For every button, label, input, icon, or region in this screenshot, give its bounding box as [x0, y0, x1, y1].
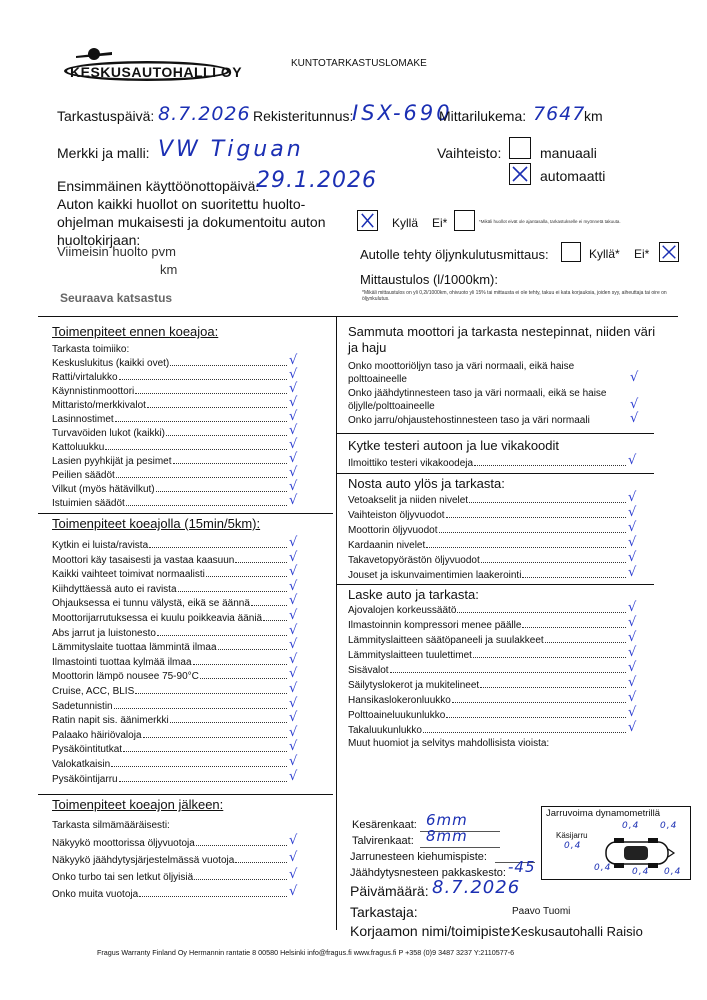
car-top-view-icon: [602, 837, 677, 869]
checklist-item: [348, 690, 638, 707]
checklist-item-label: Keskuslukitus (kaikki ovet): [52, 358, 170, 369]
checklist-item-label: Abs jarrut ja luistonesto: [52, 627, 156, 639]
checklist-item-label: Vilkut (myös hätävilkut): [52, 484, 155, 495]
checklist-item-label: Moottorijarrutuksessa ei kuulu poikkeavia ääniä: [52, 613, 263, 624]
dotted-leader: [446, 717, 626, 718]
checklist-item-label: Peilien säädöt: [52, 470, 115, 481]
dotted-leader: [218, 649, 287, 650]
checklist-item-label: Moottori käy tasaisesti ja vastaa kaasuun: [52, 554, 235, 566]
checkmark-icon: √: [289, 593, 298, 609]
column-divider: [336, 317, 337, 930]
checkmark-icon: √: [289, 423, 298, 438]
x-mark-icon: [660, 243, 678, 261]
checklist-item-label: Lasien pyyhkijät ja pesimet: [52, 456, 172, 467]
checkmark-icon: √: [628, 535, 637, 550]
oil-no-label: Ei*: [634, 247, 650, 261]
dotted-leader: [200, 678, 287, 679]
dotted-leader: [111, 766, 287, 767]
checkmark-icon: √: [628, 675, 637, 690]
checklist-item-label: Lasinnostimet: [52, 414, 114, 425]
checkmark-icon: √: [289, 564, 298, 580]
checkmark-icon: √: [630, 411, 639, 426]
service-note: *Mikäli huollot eivät ole ajantasalla, tarkastukselle ei myönnetä takuuta.: [479, 219, 621, 224]
checklist-item-label: Näkyykö jäähdytysjärjestelmässä vuotoja: [52, 855, 235, 866]
checklist-item: [348, 360, 639, 386]
dotted-leader: [206, 576, 287, 577]
left-column: [50, 320, 333, 940]
dotted-leader: [251, 605, 287, 606]
checkmark-icon: √: [628, 565, 637, 580]
checklist-item: [348, 720, 638, 737]
brake-value: 0,4: [564, 841, 582, 851]
brake-value: 0,4: [632, 867, 650, 877]
checklist-item-label: Pysäköintitutkat: [52, 744, 123, 756]
km-value: 7647: [533, 103, 586, 125]
reg-value: ISX-690: [352, 101, 453, 125]
service-yes-label: Kyllä: [392, 216, 419, 230]
oil-test-label: Autolle tehty öljynkulutusmittaus:: [360, 247, 549, 262]
checkmark-icon: √: [289, 768, 298, 784]
fluids-title: Sammuta moottori ja tarkasta nestepinnat, niiden väri ja haju: [348, 324, 656, 355]
dotted-leader: [156, 491, 287, 492]
shop-value: Keskusautohalli Raisio: [512, 924, 643, 939]
checklist-item-label: Pysäköintijarru: [52, 773, 118, 785]
last-service-km: km: [160, 262, 178, 277]
dotted-leader: [170, 365, 287, 366]
checklist-item-label: Onko jäähdytinnesteen taso ja väri normaali, eikä se haise öljylle/polttoaineelle: [348, 388, 607, 412]
checklist-item: [348, 630, 638, 647]
checklist-item-label: Cruise, ACC, BLIS: [52, 686, 135, 697]
dotted-leader: [115, 421, 287, 422]
dotted-leader: [135, 693, 287, 694]
inspector-label: Tarkastaja:: [350, 904, 418, 920]
inspector-value: Paavo Tuomi: [512, 906, 571, 917]
checklist-item-label: Onko turbo tai sen letkut öljyisiä: [52, 872, 194, 883]
other-notes-label: Muut huomiot ja selvitys mahdollisista vioista:: [348, 738, 550, 749]
checklist-item-label: Kytkin ei luista/ravista: [52, 540, 149, 551]
checkmark-icon: √: [628, 660, 637, 675]
dotted-leader: [545, 642, 626, 643]
section-divider: [336, 473, 654, 474]
checklist-item: [52, 833, 333, 850]
checklist-item-label: Polttoaineluukunlukko: [348, 710, 446, 721]
checklist-item: [52, 867, 333, 884]
dotted-leader: [157, 635, 287, 636]
checkmark-icon: √: [628, 645, 637, 660]
checkmark-icon: √: [289, 578, 298, 594]
shop-label: Korjaamon nimi/toimipiste:: [350, 923, 515, 939]
service-question: Auton kaikki huollot on suoritettu huolto-ohjelman mukaisesti ja dokumentoitu auton huoltokirjaan:: [57, 196, 326, 248]
oil-result-note: *Mikäli mittaustulos on yli 0,2l/1000km, ohivuoto yli 15% tai mittausta ei ole tehty, takuu ei kata korjauksia, joiden syy, aiheuttaja tai oire on öljynkulutus.: [362, 290, 667, 302]
checkmark-icon: √: [289, 353, 298, 368]
service-yes-checkbox[interactable]: [357, 210, 378, 231]
checkmark-icon: √: [289, 739, 298, 755]
checkmark-icon: √: [628, 705, 637, 720]
km-unit: km: [584, 108, 603, 124]
winter-tire-label: Talvirenkaat:: [352, 835, 414, 847]
brake-value: 0,4: [622, 821, 640, 831]
checkmark-icon: √: [289, 395, 298, 410]
dotted-leader: [423, 732, 626, 733]
dotted-leader: [178, 591, 287, 592]
checklist-item: [348, 490, 638, 507]
brake-value: 0,4: [660, 821, 678, 831]
checkmark-icon: √: [289, 409, 298, 424]
first-use-label: Ensimmäinen käyttöönottopäivä:: [57, 178, 260, 194]
checklist-item-label: Ratti/virtalukko: [52, 372, 118, 383]
checklist-item-label: Ilmastointi tuottaa kylmää ilmaa: [52, 656, 192, 668]
logo-text: KESKUSAUTOHALLI OY: [70, 64, 243, 80]
handbrake-label: Käsijarru: [556, 831, 588, 840]
checklist-item-label: Ilmastoinnin kompressori menee päälle: [348, 620, 522, 631]
oil-no-checkbox[interactable]: [659, 242, 679, 262]
dotted-leader: [452, 702, 626, 703]
dotted-leader: [235, 862, 287, 863]
checklist-item: [52, 850, 333, 867]
checkmark-icon: √: [289, 465, 298, 480]
dotted-leader: [469, 502, 626, 503]
dotted-leader: [116, 477, 287, 478]
checklist-item: [348, 660, 638, 677]
dotted-leader: [522, 577, 626, 578]
service-no-checkbox[interactable]: [454, 210, 475, 231]
section-divider: [336, 433, 654, 434]
dotted-leader: [193, 664, 287, 665]
lower-title: Laske auto ja tarkasta:: [348, 587, 479, 602]
winter-tire-value: 8mm: [426, 827, 468, 845]
checklist-item-label: Palaako häiriövaloja: [52, 729, 142, 741]
section-divider: [336, 584, 654, 585]
checklist-item: [348, 565, 638, 582]
checkmark-icon: √: [630, 397, 639, 412]
next-inspection-label: Seuraava katsastus: [60, 291, 173, 305]
checklist-item-label: Lämmityslaitteen säätöpaneeli ja suulakkeet: [348, 635, 544, 646]
oil-result-label: Mittaustulos (l/1000km):: [360, 272, 498, 287]
checklist-item-label: Ohjauksessa ei tunnu välystä, eikä se äännä: [52, 598, 250, 610]
checklist-item-label: Onko moottoriöljyn taso ja väri normaali, eikä haise polttoaineelle: [348, 361, 575, 385]
checklist-item-label: Hansikaslokeronluukko: [348, 695, 451, 706]
checkmark-icon: √: [289, 710, 298, 726]
checklist-item-label: Turvavöiden lukot (kaikki): [52, 428, 166, 439]
manual-checkbox[interactable]: [509, 137, 531, 159]
checklist-item-label: Ratin napit sis. äänimerkki: [52, 715, 169, 727]
checklist-item-label: Valokatkaisin: [52, 759, 111, 770]
dotted-leader: [457, 612, 626, 613]
checklist-item-label: Kiihdyttäessä auto ei ravista: [52, 583, 177, 595]
section-divider: [38, 794, 333, 795]
section-divider: [38, 513, 333, 514]
checkmark-icon: √: [289, 367, 298, 382]
form-title: KUNTOTARKASTUSLOMAKE: [291, 58, 427, 69]
checkmark-icon: √: [289, 754, 298, 769]
last-service-label: Viimeisin huolto pvm: [57, 244, 176, 259]
checkmark-icon: √: [289, 833, 298, 848]
checklist-item-label: Takaluukunlukko: [348, 725, 422, 736]
checklist-item: [348, 705, 638, 722]
dotted-leader: [446, 517, 626, 518]
checkmark-icon: √: [289, 850, 298, 865]
checklist-item-label: Lämmityslaitteen tuulettimet: [348, 650, 472, 661]
gearbox-label: Vaihteisto:: [437, 145, 502, 161]
checklist-item: [348, 645, 638, 662]
oil-yes-label: Kyllä*: [589, 247, 620, 261]
checklist-item: [52, 884, 333, 901]
dotted-leader: [119, 781, 287, 782]
coolant-value: -45: [508, 858, 536, 876]
oil-yes-checkbox[interactable]: [561, 242, 581, 262]
checklist-item: [348, 411, 639, 427]
checklist-item: [348, 505, 638, 522]
make-label: Merkki ja malli:: [57, 145, 150, 161]
checkmark-icon: √: [289, 637, 298, 653]
test-drive-title: Toimenpiteet koeajolla (15min/5km):: [52, 516, 261, 531]
dotted-leader: [426, 547, 626, 548]
brake-dyno-title: Jarruvoima dynamometrillä: [546, 808, 661, 819]
checklist-item-label: Sisävalot: [348, 665, 389, 676]
checklist-item-label: Näkyykö moottorissa öljyvuotoja: [52, 838, 195, 849]
visual-check-label: Tarkasta silmämääräisesti:: [52, 820, 170, 831]
checkmark-icon: √: [289, 535, 298, 550]
first-use-value: 29.1.2026: [256, 168, 377, 193]
checklist-item-label: Säilytyslokerot ja mukitelineet: [348, 680, 480, 691]
checkmark-icon: √: [628, 615, 637, 630]
checkmark-icon: √: [289, 437, 298, 452]
dotted-leader: [123, 751, 287, 752]
checkmark-icon: √: [628, 520, 637, 535]
checklist-item-label: Kardaanin nivelet: [348, 540, 426, 551]
brake-fluid-label: Jarrunesteen kiehumispiste:: [350, 851, 487, 863]
checklist-item-label: Jouset ja iskunvaimentimien laakerointi: [348, 570, 522, 581]
dotted-leader: [481, 562, 626, 563]
dotted-leader: [135, 393, 287, 394]
date-value: 8.7.2026: [158, 103, 251, 125]
checkmark-icon: √: [289, 681, 298, 696]
dotted-leader: [194, 879, 287, 880]
x-mark-icon: [510, 164, 530, 184]
checkmark-icon: √: [289, 493, 298, 508]
checklist-item-label: Vetoakselit ja niiden nivelet: [348, 495, 469, 506]
checklist-item: [348, 520, 638, 537]
before-drive-title: Toimenpiteet ennen koeajoa:: [52, 324, 219, 339]
dotted-leader: [522, 627, 626, 628]
checkmark-icon: √: [628, 505, 637, 520]
dotted-leader: [143, 737, 287, 738]
checklist-item-label: Kaikki vaihteet toimivat normaalisti: [52, 569, 205, 581]
checklist-item-label: Moottorin lämpö nousee 75-90°C: [52, 671, 199, 683]
winter-tire-line: [420, 847, 500, 848]
automatic-checkbox[interactable]: [509, 163, 531, 185]
checklist-item-label: Takavetopyörästön öljyvuodot: [348, 555, 480, 566]
dotted-leader: [105, 449, 287, 450]
checklist-item: [348, 550, 638, 567]
km-label: Mittarilukema:: [439, 108, 527, 124]
checkmark-icon: √: [289, 867, 298, 882]
date-label: Tarkastuspäivä:: [57, 108, 155, 124]
checkmark-icon: √: [289, 666, 298, 682]
dotted-leader: [119, 379, 287, 380]
service-no-label: Ei*: [432, 216, 448, 230]
checklist-item-label: Lämmityslaite tuottaa lämmintä ilmaa: [52, 642, 217, 654]
dotted-leader: [473, 657, 626, 658]
dotted-leader: [235, 562, 287, 563]
checklist-item-label: Kattoluukku: [52, 442, 105, 453]
make-value: VW Tiguan: [158, 137, 304, 162]
checklist-item: [348, 600, 638, 617]
reg-label: Rekisteritunnus:: [253, 108, 354, 124]
checklist-item-label: Onko jarru/ohjaustehostinnesteen taso ja väri normaali: [348, 415, 590, 426]
brake-dyno-box: [541, 806, 691, 880]
manual-label: manuaali: [540, 145, 597, 161]
checkmark-icon: √: [628, 490, 637, 505]
lift-title: Nosta auto ylös ja tarkasta:: [348, 476, 505, 491]
check-label: Tarkasta toimiiko:: [52, 344, 130, 355]
company-logo: [62, 42, 243, 82]
dotted-leader: [139, 896, 287, 897]
checklist-item: [348, 675, 638, 692]
dotted-leader: [166, 435, 287, 436]
checkmark-icon: √: [628, 550, 637, 565]
checklist-item-label: Ajovalojen korkeussäätö: [348, 605, 457, 616]
checklist-item-label: Vaihteiston öljyvuodot: [348, 510, 445, 521]
dotted-leader: [114, 708, 287, 709]
brake-value: 0,4: [664, 867, 682, 877]
checkmark-icon: √: [628, 720, 637, 735]
checklist-item-label: Onko muita vuotoja: [52, 889, 139, 900]
checkmark-icon: √: [628, 600, 637, 615]
checklist-item-label: Ilmoittiko testeri vikakoodeja: [348, 458, 474, 469]
dotted-leader: [147, 407, 287, 408]
checkmark-icon: √: [289, 451, 298, 466]
dotted-leader: [263, 620, 287, 621]
dotted-leader: [390, 672, 626, 673]
dotted-leader: [170, 722, 287, 723]
dotted-leader: [173, 463, 287, 464]
checklist-item-label: Sadetunnistin: [52, 700, 113, 712]
signoff-date-value: 8.7.2026: [432, 877, 521, 898]
tester-title: Kytke testeri autoon ja lue vikakoodit: [348, 438, 560, 453]
checkmark-icon: √: [628, 690, 637, 705]
checklist-item-label: Käynnistinmoottori: [52, 386, 135, 397]
checkmark-icon: √: [289, 651, 298, 667]
checklist-item: [52, 493, 333, 510]
checklist-item: [348, 387, 639, 413]
checklist-item: [52, 768, 333, 786]
summer-tire-label: Kesärenkaat:: [352, 819, 417, 831]
checkmark-icon: √: [289, 608, 298, 623]
checkmark-icon: √: [289, 884, 298, 899]
dotted-leader: [196, 845, 287, 846]
dotted-leader: [480, 687, 626, 688]
checkmark-icon: √: [289, 622, 298, 638]
signoff-date-label: Päivämäärä:: [350, 883, 429, 899]
checkmark-icon: √: [289, 381, 298, 396]
checklist-item: [348, 615, 638, 632]
checkmark-icon: √: [289, 695, 298, 711]
summer-tire-value: 6mm: [426, 811, 468, 829]
checklist-item-label: Mittaristo/merkkivalot: [52, 400, 146, 411]
brake-value: 0,4: [594, 863, 612, 873]
checkmark-icon: √: [630, 370, 639, 385]
after-drive-title: Toimenpiteet koeajon jälkeen:: [52, 797, 224, 812]
x-mark-icon: [358, 211, 377, 230]
checklist-item: [348, 535, 638, 552]
checklist-item: [348, 453, 638, 470]
checkmark-icon: √: [289, 549, 298, 565]
coolant-label: Jäähdytysnesteen pakkaskesto:: [350, 867, 506, 879]
checkmark-icon: √: [628, 453, 637, 468]
footer-text: Fragus Warranty Finland Oy Hermannin rantatie 8 00580 Helsinki info@fragus.fi www.fragus.fi P +358 (0)9 3487 3237 Y:2110577-6: [97, 948, 515, 957]
checklist-item-label: Moottorin öljyvuodot: [348, 525, 438, 536]
dotted-leader: [439, 532, 626, 533]
section-top-border: [38, 316, 678, 317]
automatic-label: automaatti: [540, 168, 606, 184]
checkmark-icon: √: [628, 630, 637, 645]
checkmark-icon: √: [289, 724, 298, 740]
dotted-leader: [126, 505, 287, 506]
checklist-item-label: Istuimien säädöt: [52, 498, 125, 509]
dotted-leader: [149, 547, 287, 548]
checkmark-icon: √: [289, 479, 298, 494]
dotted-leader: [474, 465, 626, 466]
